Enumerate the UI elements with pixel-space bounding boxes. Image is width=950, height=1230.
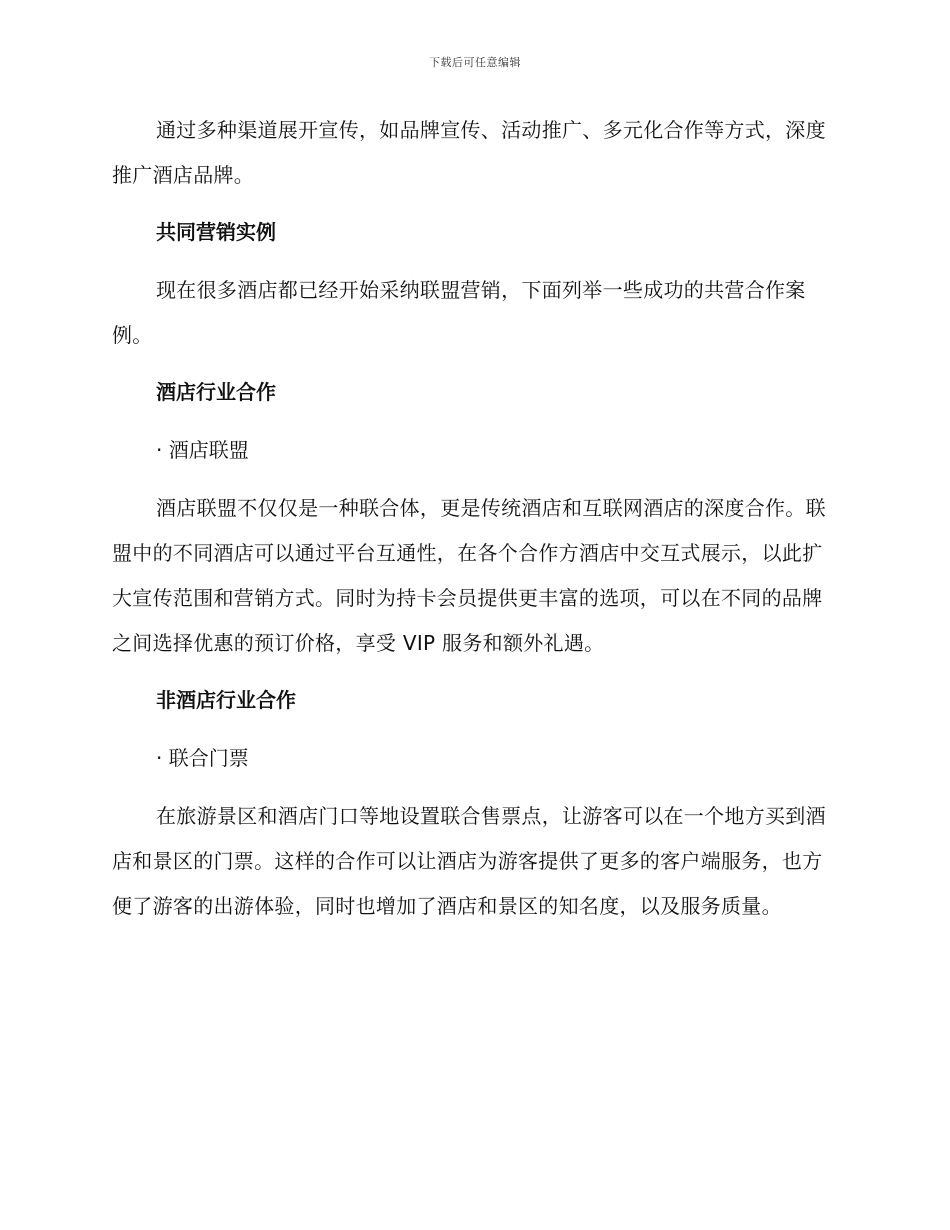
heading-non-hotel-industry: 非酒店行业合作 [156,688,296,712]
paragraph-intro-cases: 现在很多酒店都已经开始采纳联盟营销，下面列举一些成功的共营合作案例。 [112,278,806,347]
document-body [112,108,832,941]
heading-hotel-industry: 酒店行业合作 [156,380,276,404]
paragraph-joint-ticket: 在旅游景区和酒店门口等地设置联合售票点，让游客可以在一个地方买到酒店和景区的门票。这样的合作可以让酒店为游客提供了更多的客户端服务，也方便了游客的出游体验，同时也增加了酒店和景区的知名度，以及服务质量。 [112,804,826,918]
bullet-joint-ticket: · 联合门票 [156,746,249,770]
bullet-hotel-alliance: · 酒店联盟 [156,438,249,462]
page-header: 下载后可任意编辑 [429,56,521,69]
paragraph-hotel-alliance: 酒店联盟不仅仅是一种联合体，更是传统酒店和互联网酒店的深度合作。联盟中的不同酒店可以通过平台互通性，在各个合作方酒店中交互式展示，以此扩大宣传范围和营销方式。同时为持卡会员提供更丰富的选项，可以在不同的品牌之间选择优惠的预订价格，享受 VIP 服务和额外礼遇。 [112,496,826,655]
heading-joint-marketing: 共同营销实例 [156,220,276,244]
paragraph-promotion: 通过多种渠道展开宣传，如品牌宣传、活动推广、多元化合作等方式，深度推广酒店品牌。 [112,118,826,187]
